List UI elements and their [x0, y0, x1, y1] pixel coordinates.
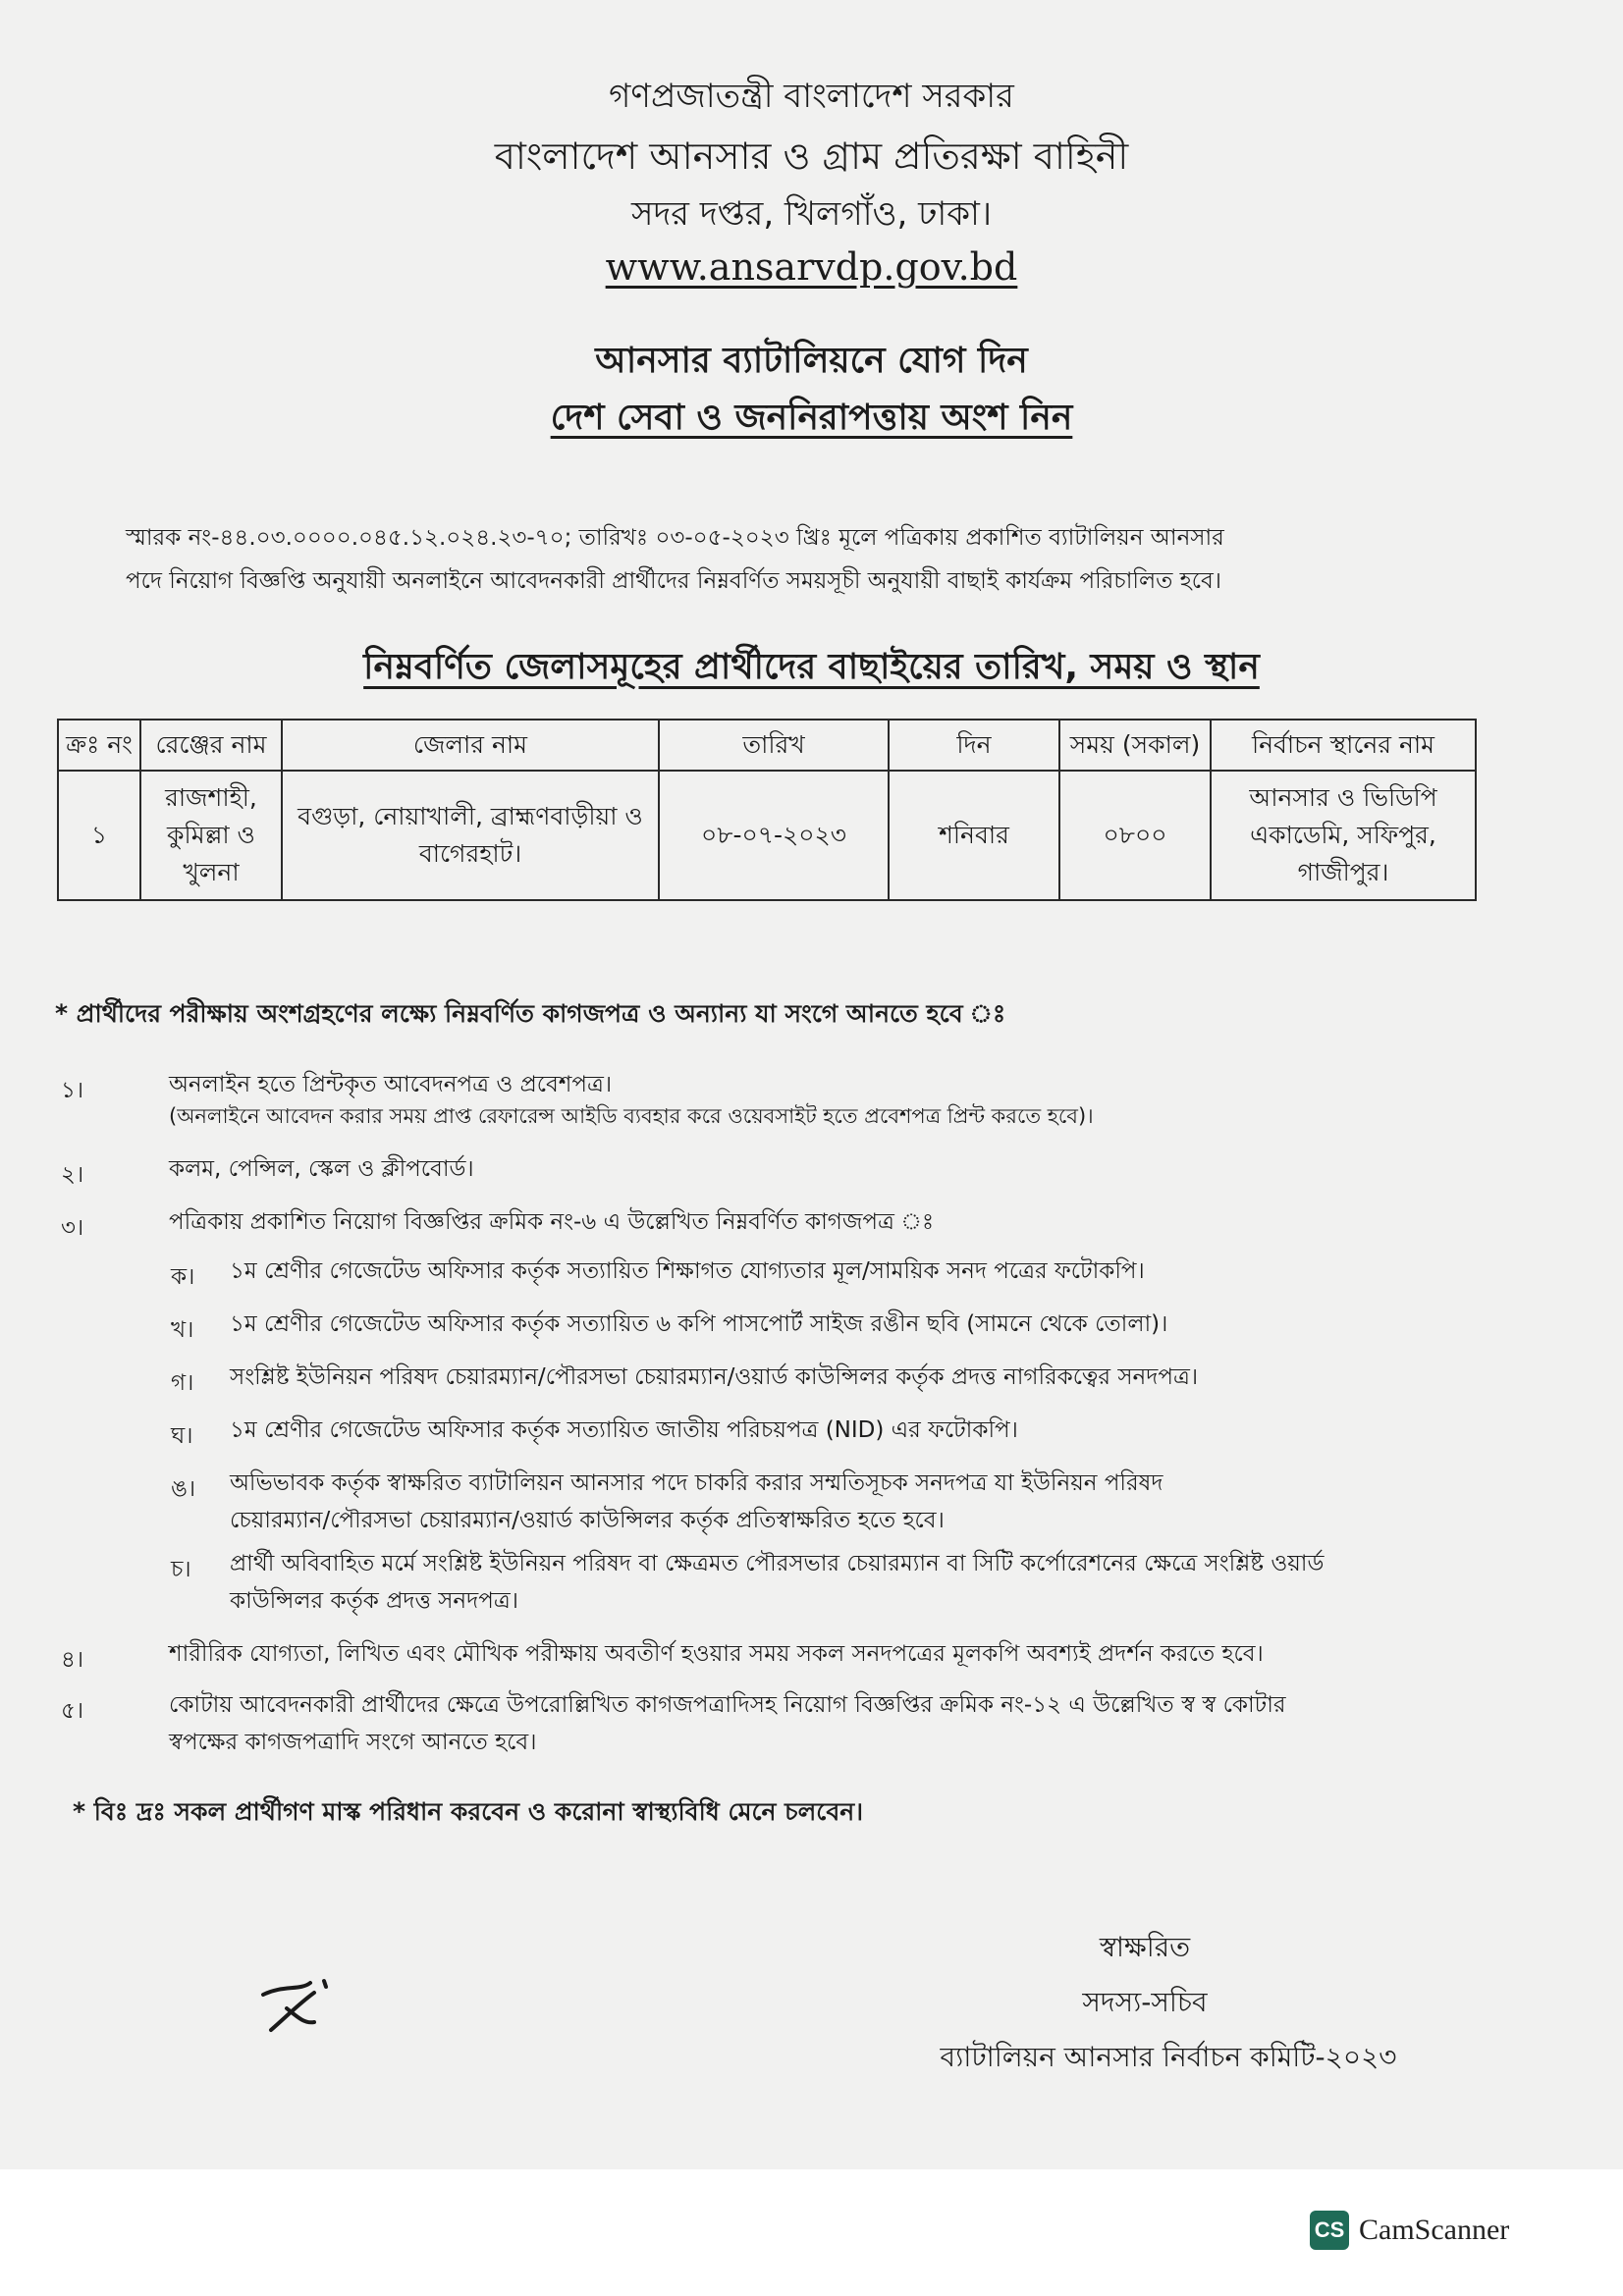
header-organization: বাংলাদেশ আনসার ও গ্রাম প্রতিরক্ষা বাহিনী	[494, 134, 1129, 178]
schedule-table	[57, 719, 1477, 901]
camscanner-watermark	[1310, 2211, 1509, 2250]
sub-item-label: ঙ।	[171, 1476, 196, 1502]
cell-venue: আনসার ও ভিডিপি একাডেমি, সফিপুর, গাজীপুর।	[1211, 771, 1476, 900]
sub-item-label: ক।	[171, 1264, 195, 1290]
cell-day: শনিবার	[889, 771, 1059, 900]
cell-time: ০৮০০	[1059, 771, 1211, 900]
sub-item: ১ম শ্রেণীর গেজেটেড অফিসার কর্তৃক সত্যায়িত জাতীয় পরিচয়পত্র (NID) এর ফটোকপি।	[230, 1417, 1018, 1443]
list-item: কলম, পেন্সিল, স্কেল ও ক্লীপবোর্ড।	[169, 1156, 474, 1182]
col-date: তারিখ	[659, 720, 889, 771]
signature-committee: ব্যাটালিয়ন আনসার নির্বাচন কমিটি-২০২৩	[940, 2041, 1397, 2073]
table-row	[58, 771, 1476, 900]
sub-item-label: গ।	[171, 1370, 194, 1396]
list-item-number: ৩।	[61, 1215, 84, 1241]
cell-date: ০৮-০৭-২০২৩	[659, 771, 889, 900]
header-address: সদর দপ্তর, খিলগাঁও, ঢাকা।	[630, 194, 993, 234]
col-day: দিন	[889, 720, 1059, 771]
list-item-note: স্বপক্ষের কাগজপত্রাদি সংগে আনতে হবে।	[169, 1730, 537, 1755]
camscanner-text: CamScanner	[1359, 2214, 1510, 2246]
list-item-number: ৪।	[61, 1647, 84, 1673]
list-item: পত্রিকায় প্রকাশিত নিয়োগ বিজ্ঞপ্তির ক্রমিক নং-৬ এ উল্লেখিত নিম্নবর্ণিত কাগজপত্র ঃ	[169, 1209, 935, 1235]
signature-scribble	[253, 1973, 342, 2042]
header-website-link[interactable]: www.ansarvdp.gov.bd	[605, 245, 1018, 289]
col-time: সময় (সকাল)	[1059, 720, 1211, 771]
list-item-note: (অনলাইনে আবেদন করার সময় প্রাপ্ত রেফারেন্স আইডি ব্যবহার করে ওয়েবসাইট হতে প্রবেশপত্র প্রিন্ট করতে হবে)।	[169, 1104, 1094, 1128]
list-item-number: ৫।	[61, 1698, 84, 1724]
sub-item-label: খ।	[171, 1317, 194, 1343]
col-range: রেঞ্জের নাম	[140, 720, 282, 771]
sub-item-label: চ।	[171, 1557, 191, 1582]
sub-item: ১ম শ্রেণীর গেজেটেড অফিসার কর্তৃক সত্যায়িত শিক্ষাগত যোগ্যতার মূল/সাময়িক সনদ পত্রের ফটোকপি।	[230, 1258, 1145, 1284]
requirements-title: * প্রার্থীদের পরীক্ষায় অংশগ্রহণের লক্ষ্যে নিম্নবর্ণিত কাগজপত্র ও অন্যান্য যা সংগে আনতে হবে ঃ	[55, 999, 1006, 1028]
signature-signed: স্বাক্ষরিত	[1099, 1931, 1191, 1963]
schedule-title: নিম্নবর্ণিত জেলাসমূহের প্রার্থীদের বাছাইয়ের তারিখ, সময় ও স্থান	[363, 647, 1260, 687]
list-item: শারীরিক যোগ্যতা, লিখিত এবং মৌখিক পরীক্ষায় অবতীর্ণ হওয়ার সময় সকল সনদপত্রের মূলকপি অবশ্যই প্রদর্শন করতে হবে।	[169, 1641, 1264, 1667]
col-serial: ক্রঃ নং	[58, 720, 140, 771]
memo-line-2: পদে নিয়োগ বিজ্ঞপ্তি অনুযায়ী অনলাইনে আবেদনকারী প্রার্থীদের নিম্নবর্ণিত সময়সূচী অনুযায়ী বাছাই কার্যক্রম পরিচালিত হবে।	[126, 568, 1222, 594]
list-item: অনলাইন হতে প্রিন্টকৃত আবেদনপত্র ও প্রবেশপত্র।	[169, 1072, 613, 1097]
cell-range: রাজশাহী, কুমিল্লা ও খুলনা	[140, 771, 282, 900]
sub-item-note: কাউন্সিলর কর্তৃক প্রদত্ত সনদপত্র।	[230, 1588, 518, 1614]
slogan-serve: দেশ সেবা ও জননিরাপত্তায় অংশ নিন	[550, 398, 1073, 438]
sub-item: প্রার্থী অবিবাহিত মর্মে সংশ্লিষ্ট ইউনিয়ন পরিষদ বা ক্ষেত্রমত পৌরসভার চেয়ারম্যান বা সিটি কর্পোরেশনের ক্ষেত্রে সংশ্লিষ্ট ওয়ার্ড	[230, 1551, 1325, 1576]
cell-district: বগুড়া, নোয়াখালী, ব্রাহ্মণবাড়ীয়া ও বাগেরহাট।	[282, 771, 659, 900]
sub-item: সংশ্লিষ্ট ইউনিয়ন পরিষদ চেয়ারম্যান/পৌরসভা চেয়ারম্যান/ওয়ার্ড কাউন্সিলর কর্তৃক প্রদত্ত নাগরিকত্বের সনদপত্র।	[230, 1364, 1199, 1390]
notice-mask: * বিঃ দ্রঃ সকল প্রার্থীগণ মাস্ক পরিধান করবেন ও করোনা স্বাস্থ্যবিধি মেনে চলবেন।	[73, 1797, 864, 1826]
list-item-number: ১।	[61, 1078, 84, 1103]
list-item-number: ২।	[61, 1162, 84, 1188]
col-venue: নির্বাচন স্থানের নাম	[1211, 720, 1476, 771]
signature-designation: সদস্য-সচিব	[1082, 1986, 1208, 2018]
cell-serial: ১	[58, 771, 140, 900]
col-district: জেলার নাম	[282, 720, 659, 771]
sub-item-label: ঘ।	[171, 1423, 193, 1449]
memo-line-1: স্মারক নং-৪৪.০৩.০০০০.০৪৫.১২.০২৪.২৩-৭০; তারিখঃ ০৩-০৫-২০২৩ খ্রিঃ মূলে পত্রিকায় প্রকাশিত ব্যাটালিয়ন আনসার	[126, 525, 1224, 551]
list-item: কোটায় আবেদনকারী প্রার্থীদের ক্ষেত্রে উপরোল্লিখিত কাগজপত্রাদিসহ নিয়োগ বিজ্ঞপ্তির ক্রমিক নং-১২ এ উল্লেখিত স্ব স্ব কোটার	[169, 1692, 1286, 1718]
sub-item: অভিভাবক কর্তৃক স্বাক্ষরিত ব্যাটালিয়ন আনসার পদে চাকরি করার সম্মতিসূচক সনদপত্র যা ইউনিয়ন পরিষদ	[230, 1470, 1163, 1496]
header-government: গণপ্রজাতন্ত্রী বাংলাদেশ সরকার	[609, 77, 1014, 116]
slogan-join: আনসার ব্যাটালিয়নে যোগ দিন	[595, 341, 1028, 381]
sub-item-note: চেয়ারম্যান/পৌরসভা চেয়ারম্যান/ওয়ার্ড কাউন্সিলর কর্তৃক প্রতিস্বাক্ষরিত হতে হবে।	[230, 1508, 945, 1533]
camscanner-logo-icon: CS	[1310, 2211, 1349, 2250]
sub-item: ১ম শ্রেণীর গেজেটেড অফিসার কর্তৃক সত্যায়িত ৬ কপি পাসপোর্ট সাইজ রঙীন ছবি (সামনে থেকে তোলা)।	[230, 1311, 1168, 1337]
table-header-row	[58, 720, 1476, 771]
